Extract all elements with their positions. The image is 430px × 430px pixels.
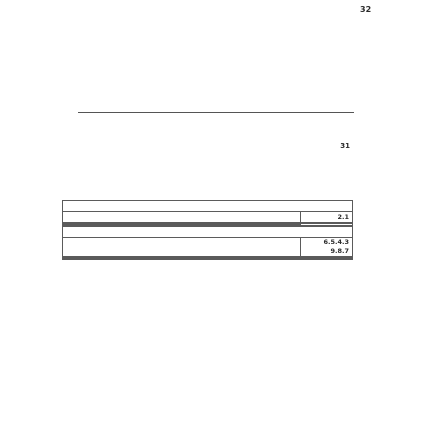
table-cell-number: 2.1 [301, 212, 353, 223]
section-number: 31 [340, 142, 350, 150]
data-table [62, 200, 353, 260]
page-number: 32 [360, 5, 372, 14]
table-row [63, 212, 353, 223]
table-cell-number: 6.5.4.3 [323, 238, 349, 246]
table-row [63, 259, 353, 260]
table-cell [142, 259, 300, 260]
table-row [63, 227, 353, 238]
table-cell-number [301, 259, 353, 260]
section-rule [78, 112, 354, 113]
table-cell [63, 259, 143, 260]
table-cell [63, 212, 301, 223]
table-cell-number [301, 238, 353, 257]
table-cell [63, 238, 301, 257]
table-cell-number: 9.8.7 [330, 247, 349, 255]
section-heading [80, 141, 350, 151]
page-header [0, 4, 430, 16]
table-row [63, 238, 353, 257]
table-caption [63, 201, 353, 212]
